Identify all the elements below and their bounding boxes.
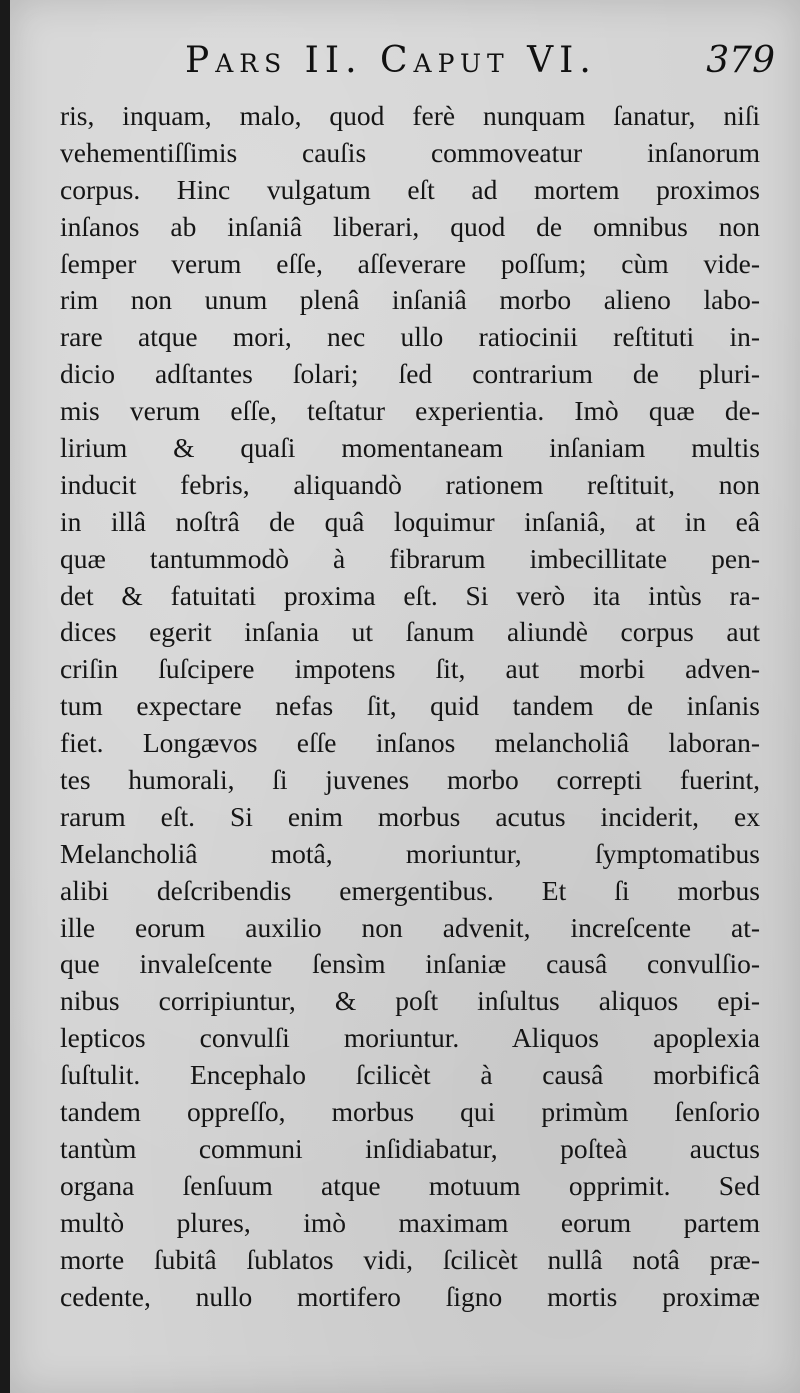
text-line: inducit febris, aliquandò rationem reſtituit, non bbox=[60, 468, 760, 500]
text-line: multò plures, imò maximam eorum partem bbox=[60, 1206, 760, 1238]
text-line: que invaleſcente ſensìm inſaniæ causâ convulſio- bbox=[60, 948, 760, 980]
text-line: quæ tantummodò à fibrarum imbecillitate pen- bbox=[60, 542, 760, 574]
text-line: morte ſubitâ ſublatos vidi, ſcilicèt nullâ notâ præ- bbox=[60, 1243, 760, 1275]
page-number: 379 bbox=[706, 40, 775, 81]
text-line: criſin ſuſcipere impotens ſit, aut morbi adven- bbox=[60, 653, 760, 685]
text-line: ille eorum auxilio non advenit, increſcente at- bbox=[60, 911, 760, 943]
text-line: nibus corripiuntur, & poſt inſultus aliquos epi- bbox=[60, 985, 760, 1017]
text-line: corpus. Hinc vulgatum eſt ad mortem proximos bbox=[60, 173, 760, 205]
text-line: Melancholiâ motâ, moriuntur, ſymptomatibus bbox=[60, 837, 760, 869]
text-line: tantùm communi inſidiabatur, poſteà auctus bbox=[60, 1132, 760, 1164]
text-line: rarum eſt. Si enim morbus acutus inciderit, ex bbox=[60, 800, 760, 832]
text-line: mis verum eſſe, teſtatur experientia. Imò quæ de- bbox=[60, 395, 760, 427]
text-line: cedente, nullo mortifero ſigno mortis proximæ bbox=[60, 1280, 760, 1312]
text-line: tandem oppreſſo, morbus qui primùm ſenſorio bbox=[60, 1096, 760, 1128]
body-text bbox=[60, 98, 760, 1315]
text-line: inſanos ab inſaniâ liberari, quod de omnibus non bbox=[60, 210, 760, 242]
text-line: ris, inquam, malo, quod ferè nunquam ſanatur, niſi bbox=[60, 100, 760, 131]
text-line: dices egerit inſania ut ſanum aliundè corpus aut bbox=[60, 616, 760, 648]
text-line: lepticos convulſi moriuntur. Aliquos apoplexia bbox=[60, 1022, 760, 1054]
text-line: alibi deſcribendis emergentibus. Et ſi morbus bbox=[60, 874, 760, 906]
text-line: rim non unum plenâ inſaniâ morbo alieno labo- bbox=[60, 284, 760, 316]
running-head: Pars II. Caput VI. bbox=[185, 40, 597, 81]
text-line: tes humorali, ſi juvenes morbo correpti fuerint, bbox=[60, 764, 760, 796]
text-line: rare atque mori, nec ullo ratiocinii reſtituti in- bbox=[60, 321, 760, 353]
text-line: ſuſtulit. Encephalo ſcilicèt à causâ morbificâ bbox=[60, 1059, 760, 1091]
text-line: det & fatuitati proxima eſt. Si verò ita intùs ra- bbox=[60, 579, 760, 611]
page-header bbox=[185, 40, 775, 92]
text-line: dicio adſtantes ſolari; ſed contrarium de pluri- bbox=[60, 358, 760, 390]
text-line: organa ſenſuum atque motuum opprimit. Sed bbox=[60, 1169, 760, 1201]
book-page bbox=[10, 0, 800, 1393]
text-line: ſemper verum eſſe, aſſeverare poſſum; cùm vide- bbox=[60, 247, 760, 279]
text-line: vehementiſſimis cauſis commoveatur inſanorum bbox=[60, 136, 760, 168]
text-line: fiet. Longævos eſſe inſanos melancholiâ laboran- bbox=[60, 727, 760, 759]
text-line: in illâ noſtrâ de quâ loquimur inſaniâ, at in eâ bbox=[60, 505, 760, 537]
text-line: tum expectare nefas ſit, quid tandem de inſanis bbox=[60, 690, 760, 722]
text-line: lirium & quaſi momentaneam inſaniam multis bbox=[60, 432, 760, 464]
